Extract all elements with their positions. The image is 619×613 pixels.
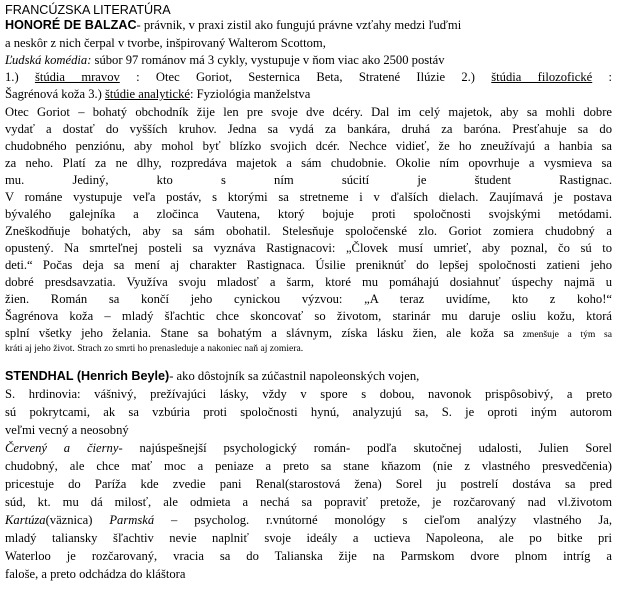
text-line: opustený. Na smrteľnej posteli sa vyznáva Rastignacovi: „Človek musí umrieť, aby poznal, čo sú to [5, 241, 612, 255]
text-line: chudobný, ale chce mať moc a peniaze a preto sa stane kňazom (nie z vlastného presvedčenia) [5, 459, 612, 473]
cerveny-label: Červený a čierny [5, 441, 119, 455]
kartuza-mid: (väznica) [45, 513, 110, 527]
balzac-intro-line [5, 17, 612, 33]
kartuza-line [5, 512, 612, 528]
text-line: mladý taliansky šľachtiv nevie naplniť svoje ideály a uctieva Napoleona, ale po bitke pri [5, 531, 612, 545]
balzac-intro: - právnik, v praxi zistil ako fungujú právne vzťahy medzi ľuďmi [136, 18, 462, 32]
text-small-line: kráti aj jeho život. Strach zo smrti ho prenasleduje a nakoniec naň aj zomiera. [5, 343, 304, 354]
cycle1-text: : Otec Goriot, Sesternica Beta, Stratené Ilúzie 2.) [119, 70, 492, 84]
text-line: Otec Goriot – bohatý obchodník žije len pre svoje dve dcéry. Dal im celý majetok, aby sa mohli dobre [5, 105, 612, 119]
stendhal-intro-line [5, 368, 612, 384]
balzac-name: HONORÉ DE BALZAC [5, 18, 137, 32]
text-line: vydať a dostať do vyšších kruhov. Jedna sa vydá za bankára, druhá za baróna. Presťahuje sa do [5, 122, 612, 136]
text-line: sú pokrytcami, ak sa vzbúria proti spoločnosti hynú, analyzujú sa, S. je oproti iným autorom [5, 405, 612, 419]
komedia-label: Ľudská komédia: [5, 53, 92, 67]
cycle2-title: Šagrénová koža 3.) [5, 87, 106, 101]
cycle2-text: : [592, 70, 612, 84]
text-line: pricestuje do Paríža kde zvedie pani Renal(starostová žena) Sorel ju postrelí dostáva sa pred [5, 477, 612, 491]
text-line: deti.“ Počas deja sa mení aj charakter Rastignaca. Úsilie preniknúť do lepšej spoločnosti zatieni jeho [5, 258, 612, 272]
text-line: S. hrdinovia: vášnivý, prežívajúci lásky, vždy v spore s dobou, navonok prispôsobivý, a preto [5, 387, 612, 401]
text-line: žien. Román sa končí jeho cynickou výzvou: „A teraz uvidíme, kto z koho!“ [5, 292, 612, 306]
cycles-line2 [5, 86, 612, 102]
text-small-segment: zmenšuje a tým sa [513, 329, 612, 340]
komedia-text: súbor 97 románov má 3 cykly, vystupuje v ňom viac ako 2500 postáv [91, 53, 445, 67]
text-line: mu. Jediný, kto s ním súcití je študent Rastignac. [5, 173, 612, 187]
text-segment: splní všetky jeho želania. Stane sa bohatým a slávnym, získa lásku žien, ale koža sa [5, 326, 514, 340]
text-line: V románe vystupuje veľa postáv, s ktorými sa stretneme i v ďalších dielach. Zaujímavá je postava [5, 190, 612, 204]
text-line: dobré presdsavzatia. Využíva svoju mladosť a šarm, ktoré mu pomáhajú dosiahnuť úspechy najmä u [5, 275, 612, 289]
text-line: za neho. Platí za ne dlhy, rozpredáva majetok a sám chudobnie. Okolie ním opovrhuje a vysmieva sa [5, 156, 612, 170]
text-line: Waterloo je rozčarovaný, vracia sa do Talianska žije na Parmskom dvore plnom intríg a [5, 549, 612, 563]
text-line: veľmi vecný a neosobný [5, 423, 129, 437]
stendhal-intro: - ako dôstojník sa zúčastnil napoleonských vojen, [169, 369, 420, 383]
cycle2-label: štúdia filozofické [491, 70, 593, 84]
text-line: súd, kt. mu dá milosť, ale odmieta a nechá sa popraviť pretože, je rozčarovaný nad vl.životom [5, 495, 612, 509]
stendhal-name: STENDHAL (Henrich Beyle) [5, 369, 170, 383]
text-line: faloše, a preto odchádza do kláštora [5, 567, 186, 581]
kartuza-label: Kartúza [5, 513, 46, 527]
parmska-label: Parmská [109, 513, 155, 527]
kartuza-text: – psycholog. r.vnútorné monológy s cieľom analýzy vlastného Ja, [154, 513, 612, 527]
balzac-line2: a neskôr z nich čerpal v tvorbe, inšpirovaný Walterom Scottom, [5, 36, 326, 50]
cerveny-text: - najúspešnejší psychologický román- podľa skutočnej udalosti, Julien Sorel [118, 441, 612, 455]
cycle1-prefix: 1.) [5, 70, 35, 84]
text-line: chudobného penziónu, aby mohol byť blízko svojich dcér. Nechce vidieť, že ho zneužívajú a hanbia sa [5, 139, 612, 153]
doc-title: FRANCÚZSKA LITERATÚRA [5, 3, 171, 17]
cycle3-text: : Fyziológia manželstva [190, 87, 311, 101]
text-line: Šagrénova koža – mladý šľachtic chce skoncovať so životom, starinár mu daruje osliu kožu, ktorá [5, 309, 612, 323]
text-line: bývalého galejníka a zločinca Vautena, ktorý bojuje proti spoločnosti svojskými metódami. [5, 207, 612, 221]
text-line: Zneškodňuje bohatých, aby sa sám obohatil. Stelesňuje spoločenské zlo. Goriot zomiera chudobný a [5, 224, 612, 238]
cycle1-label: štúdia mravov [34, 70, 120, 84]
cycles-line [5, 69, 612, 85]
cycle3-label: štúdie analytické [105, 87, 190, 101]
cerveny-line [5, 440, 612, 456]
komedia-line [5, 52, 612, 68]
